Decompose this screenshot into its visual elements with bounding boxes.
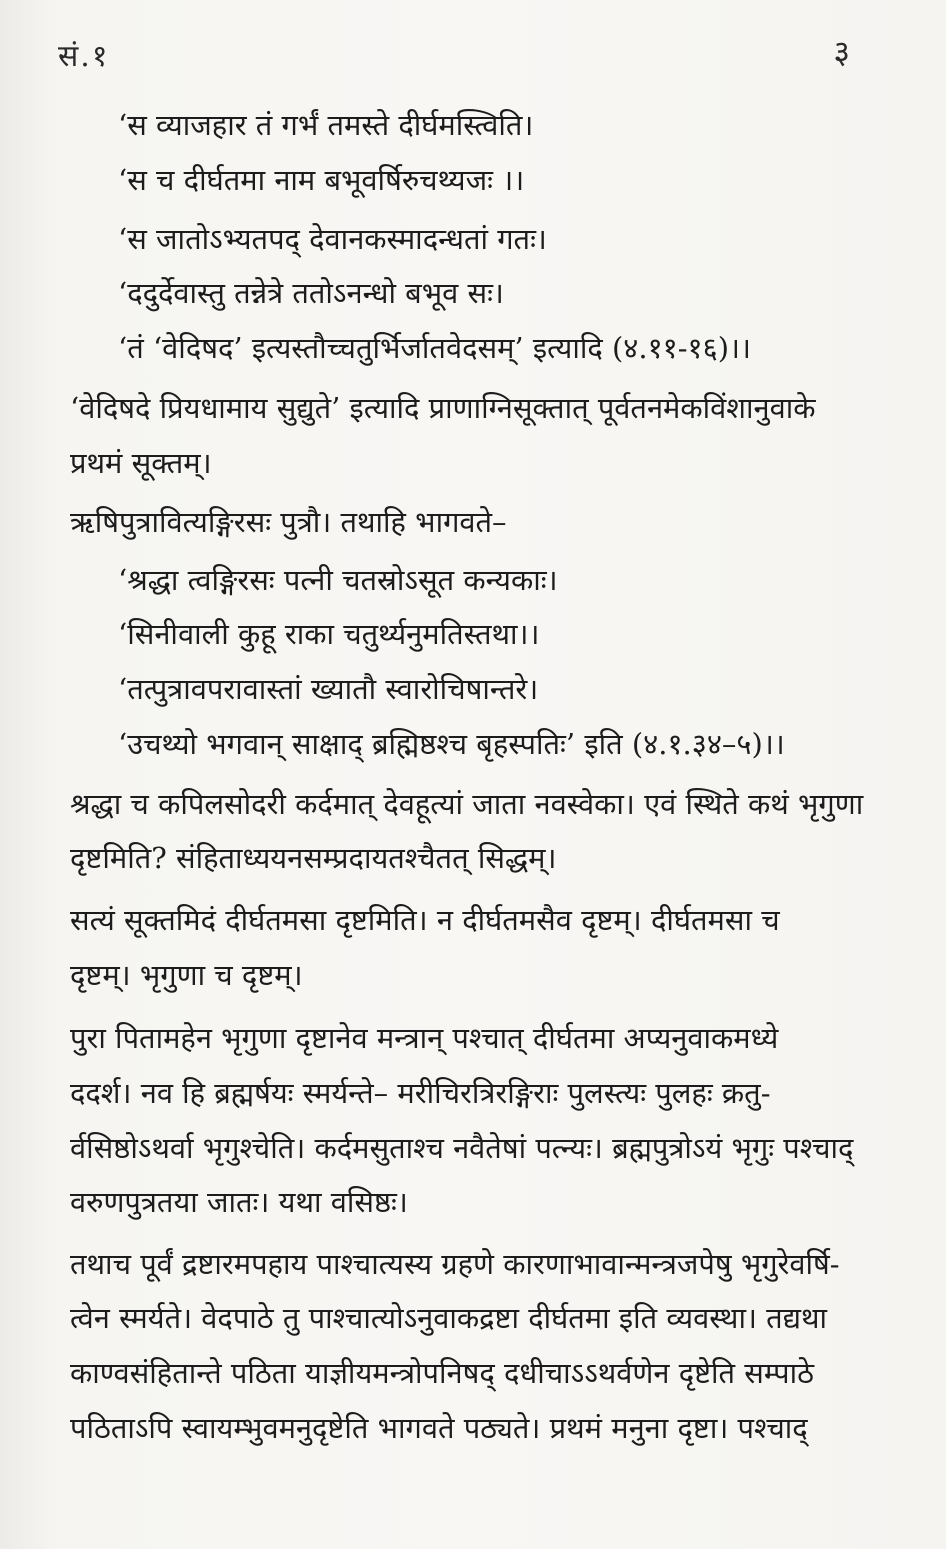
text-line: सत्यं सूक्तमिदं दीर्घतमसा दृष्टमिति। न दीर्घतमसैव दृष्टम्। दीर्घतमसा च [70, 903, 780, 937]
text-line: प्रथमं सूक्तम्। [70, 446, 212, 480]
text-line: दृष्टमिति? संहिताध्ययनसम्प्रदायतश्चैतत् सिद्धम्। [70, 841, 557, 875]
page-number: ३ [833, 33, 850, 71]
chapter-marker: सं.१ [58, 39, 110, 74]
text-line: र्वसिष्ठोऽथर्वा भृगुश्चेति। कर्दमसुताश्च नवैतेषां पत्न्यः। ब्रह्मपुत्रोऽयं भृगुः पश्चाद् [70, 1131, 854, 1165]
text-line: ‘स व्याजहार तं गर्भं तमस्ते दीर्घमस्त्विति। [118, 108, 534, 142]
text-line: श्रद्धा च कपिलसोदरी कर्दमात् देवहूत्यां जाता नवस्वेका। एवं स्थिते कथं भृगुणा [70, 787, 864, 821]
text-line: ‘सिनीवाली कुहू राका चतुर्थ्यनुमतिस्तथा।। [118, 617, 540, 651]
text-line: काण्वसंहितान्ते पठिता याज्ञीयमन्त्रोपनिषद् दधीचाऽऽथर्वणेन दृष्टेति सम्पाठे [70, 1356, 814, 1390]
text-line: ददर्श। नव हि ब्रह्मर्षयः स्मर्यन्ते– मरीचिरत्रिरङ्गिराः पुलस्त्यः पुलहः क्रतु- [70, 1076, 771, 1110]
text-line: पठिताऽपि स्वायम्भुवमनुदृष्टेति भागवते पठ्यते। प्रथमं मनुना दृष्टा। पश्चाद् [70, 1411, 808, 1445]
text-line: पुरा पितामहेन भृगुणा दृष्टानेव मन्त्रान् पश्चात् दीर्घतमा अप्यनुवाकमध्ये [70, 1021, 779, 1055]
text-line: वरुणपुत्रतया जातः। यथा वसिष्ठः। [70, 1185, 408, 1219]
text-line: ‘स च दीर्घतमा नाम बभूवर्षिरुचथ्यजः ।। [118, 163, 525, 197]
text-line: ‘तं ‘वेदिषद’ इत्यस्तौच्चतुर्भिर्जातवेदसम्’ इत्यादि (४.११-१६)।। [118, 331, 751, 365]
text-line: त्वेन स्मर्यते। वेदपाठे तु पाश्चात्योऽनुवाकद्रष्टा दीर्घतमा इति व्यवस्था। तद्यथा [70, 1301, 828, 1335]
text-line: ‘स जातोऽभ्यतपद् देवानकस्मादन्धतां गतः। [118, 222, 547, 256]
text-line: ‘वेदिषदे प्रियधामाय सुद्युते’ इत्यादि प्राणाग्निसूक्तात् पूर्वतनमेकविंशानुवाके [70, 391, 816, 425]
text-line: ‘श्रद्धा त्वङ्गिरसः पत्नी चतस्रोऽसूत कन्यकाः। [118, 563, 558, 597]
text-line: ‘उचथ्यो भगवान् साक्षाद् ब्रह्मिष्ठश्च बृहस्पतिः’ इति (४.१.३४–५)।। [118, 727, 785, 761]
text-line: तथाच पूर्वं द्रष्टारमपहाय पाश्चात्यस्य ग्रहणे कारणाभावान्मन्त्रजपेषु भृगुरेवर्षि- [70, 1247, 840, 1281]
text-line: ‘ददुर्देवास्तु तन्नेत्रे ततोऽनन्धो बभूव सः। [118, 276, 504, 310]
text-line: ऋषिपुत्रावित्यङ्गिरसः पुत्रौ। तथाहि भागवते– [70, 505, 507, 539]
text-line: दृष्टम्। भृगुणा च दृष्टम्। [70, 958, 303, 992]
text-line: ‘तत्पुत्रावपरावास्तां ख्यातौ स्वारोचिषान्तरे। [118, 672, 539, 706]
